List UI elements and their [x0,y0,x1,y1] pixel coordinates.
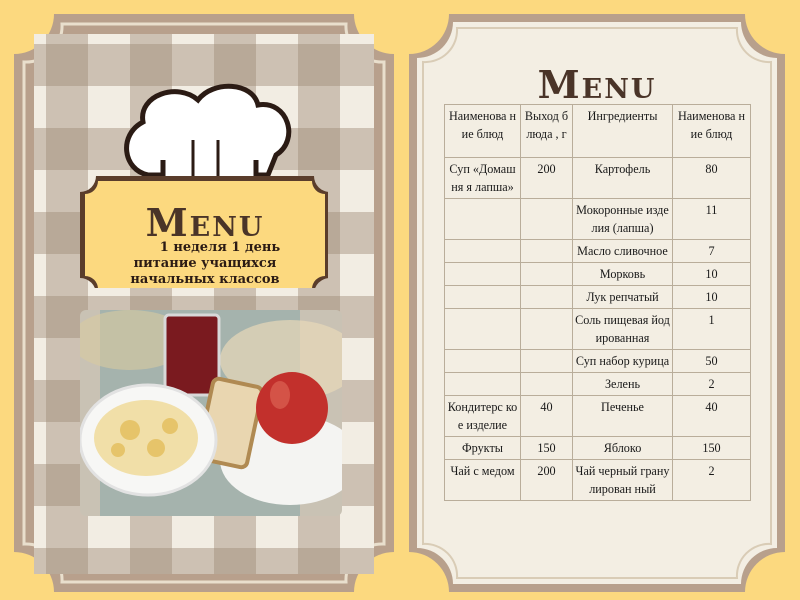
cell-amount: 40 [673,396,751,437]
cell-ingredient: Картофель [573,158,673,199]
cell-dish: Чай с медом [445,460,521,501]
header-dish-name-2: Наименова ние блюд [673,105,751,158]
subtitle-line-1: 1 неделя 1 день [159,240,281,255]
cell-portion [521,199,573,240]
table-header-row [445,105,751,158]
right-menu-title: Menu [537,62,657,107]
cell-ingredient: Соль пищевая йодированная [573,309,673,350]
cell-portion [521,309,573,350]
left-menu-title: Menu [145,200,265,245]
cell-dish [445,199,521,240]
cell-ingredient: Печенье [573,396,673,437]
menu-subtitle [80,240,330,288]
food-photo [80,310,342,516]
table-row [445,460,751,501]
cell-ingredient: Яблоко [573,437,673,460]
cell-portion: 40 [521,396,573,437]
subtitle-line-3: начальных классов [130,272,280,287]
cell-amount: 7 [673,240,751,263]
chef-hat-icon [118,80,298,190]
cell-portion: 200 [521,158,573,199]
cell-amount: 2 [673,460,751,501]
table-row [445,199,751,240]
cell-dish: Фрукты [445,437,521,460]
cell-dish [445,309,521,350]
header-dish-name: Наименова ние блюд [445,105,521,158]
table-row [445,373,751,396]
cell-dish [445,350,521,373]
cell-portion [521,240,573,263]
cell-dish [445,373,521,396]
cell-portion [521,286,573,309]
cell-dish: Суп «Домашня я лапша» [445,158,521,199]
cell-amount: 150 [673,437,751,460]
cell-ingredient: Морковь [573,263,673,286]
table-row [445,286,751,309]
cell-dish: Кондитерс кое изделие [445,396,521,437]
menu-table [444,104,751,501]
table-row [445,437,751,460]
table-row [445,350,751,373]
header-portion: Выход блюда , г [521,105,573,158]
cell-amount: 80 [673,158,751,199]
cell-amount: 50 [673,350,751,373]
cell-ingredient: Мокоронные изделия (лапша) [573,199,673,240]
cell-ingredient: Суп набор курица [573,350,673,373]
cell-dish [445,263,521,286]
table-row [445,158,751,199]
cell-ingredient: Масло сливочное [573,240,673,263]
cell-amount: 10 [673,263,751,286]
table-row [445,309,751,350]
cell-portion [521,263,573,286]
table-row [445,263,751,286]
cell-ingredient: Чай черный гранулирован ный [573,460,673,501]
table-row [445,240,751,263]
cell-amount: 10 [673,286,751,309]
subtitle-line-2: питание учащихся [133,256,277,271]
cell-portion: 200 [521,460,573,501]
header-ingredients: Ингредиенты [573,105,673,158]
cell-dish [445,240,521,263]
cell-ingredient: Зелень [573,373,673,396]
table-row [445,396,751,437]
cell-portion: 150 [521,437,573,460]
cell-amount: 2 [673,373,751,396]
cell-amount: 11 [673,199,751,240]
cell-portion [521,350,573,373]
cell-portion [521,373,573,396]
cell-amount: 1 [673,309,751,350]
cell-dish [445,286,521,309]
cell-ingredient: Лук репчатый [573,286,673,309]
